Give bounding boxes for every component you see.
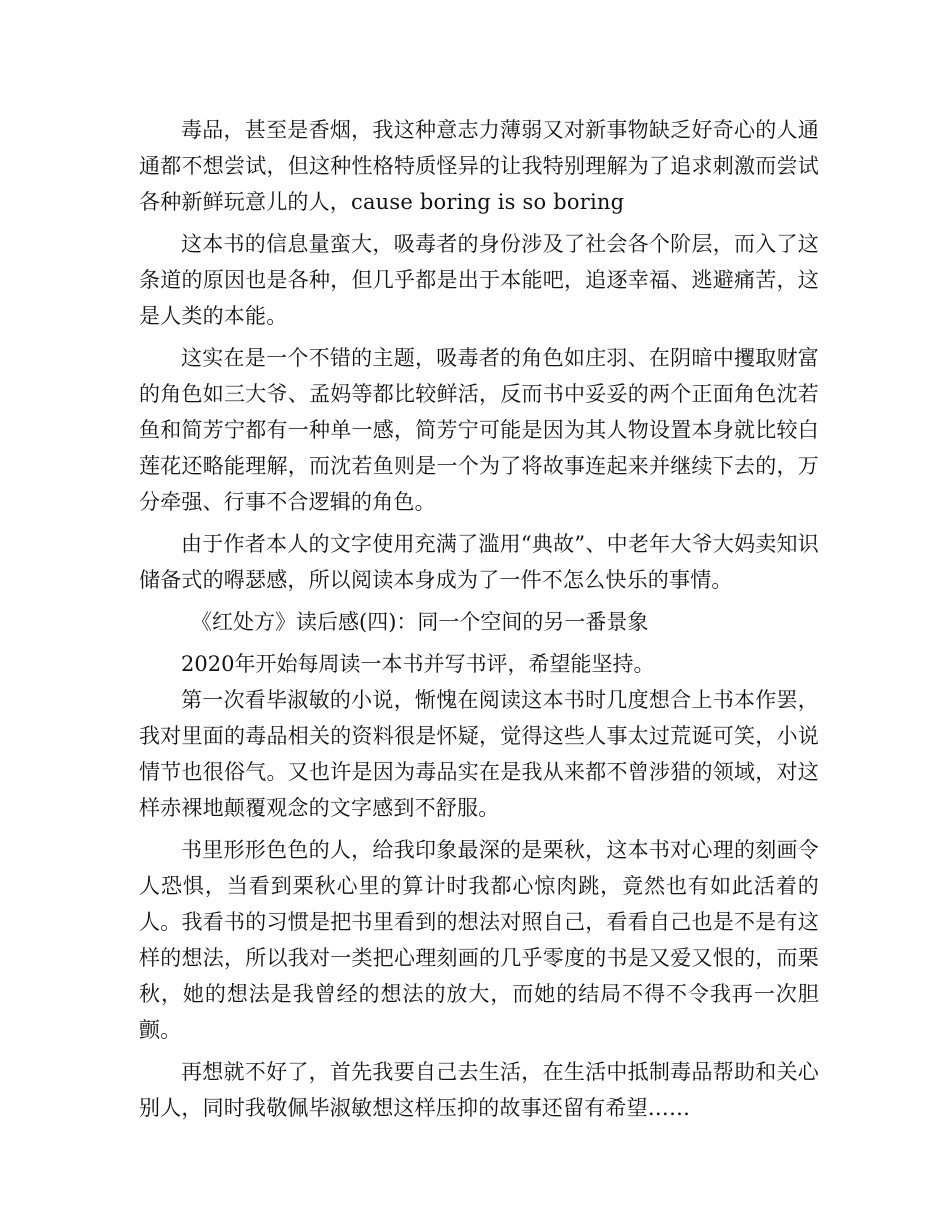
paragraph-3: 这实在是一个不错的主题，吸毒者的角色如庄羽、在阴暗中攫取财富的角色如三大爷、孟妈等都比较鲜活，反而书中妥妥的两个正面角色沈若鱼和简芳宁都有一种单一感，简芳宁可能是因为其人物设置本身就比较白莲花还略能理解，而沈若鱼则是一个为了将故事连起来并继续下去的，万分牵强、行事不合逻辑的角色。 <box>139 346 819 514</box>
paragraph-1: 毒品，甚至是香烟，我这种意志力薄弱又对新事物缺乏好奇心的人通通都不想尝试，但这种性格特质怪异的让我特别理解为了追求刺激而尝试各种新鲜玩意儿的人，cause boring is so boring <box>139 118 819 214</box>
paragraph-6: 书里形形色色的人，给我印象最深的是栗秋，这本书对心理的刻画令人恐惧，当看到栗秋心里的算计时我都心惊肉跳，竟然也有如此活着的人。我看书的习惯是把书里看到的想法对照自己，看看自己也是不是有这样的想法，所以我对一类把心理刻画的几乎零度的书是又爱又恨的，而栗秋，她的想法是我曾经的想法的放大，而她的结局不得不令我再一次胆颤。 <box>139 838 819 1042</box>
paragraph-7: 再想就不好了，首先我要自己去生活，在生活中抵制毒品帮助和关心别人，同时我敬佩毕淑敏想这样压抑的故事还留有希望…… <box>139 1060 819 1120</box>
paragraph-2: 这本书的信息量蛮大，吸毒者的身份涉及了社会各个阶层，而入了这条道的原因也是各种，但几乎都是出于本能吧，追逐幸福、逃避痛苦，这是人类的本能。 <box>139 232 819 328</box>
paragraph-4: 由于作者本人的文字使用充满了滥用“典故”、中老年大爷大妈卖知识储备式的嘚瑟感，所以阅读本身成为了一件不怎么快乐的事情。 <box>139 532 819 592</box>
document-body <box>139 112 819 1126</box>
paragraph-5: 第一次看毕淑敏的小说，惭愧在阅读这本书时几度想合上书本作罢，我对里面的毒品相关的资料很是怀疑，觉得这些人事太过荒诞可笑，小说情节也很俗气。又也许是因为毒品实在是我从来都不曾涉猎的领域，对这样赤裸地颠覆观念的文字感到不舒服。 <box>139 688 819 820</box>
author-note: 2020年开始每周读一本书并写书评，希望能坚持。 <box>181 652 655 676</box>
section-heading: 《红处方》读后感(四)：同一个空间的另一番景象 <box>191 610 649 634</box>
